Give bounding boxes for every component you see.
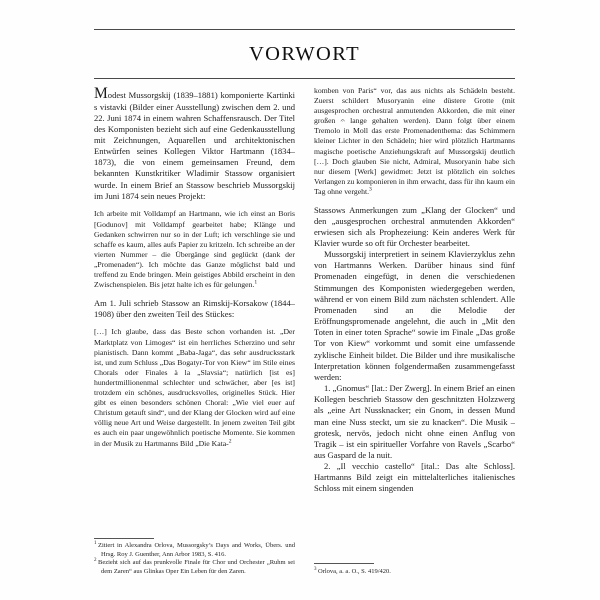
column-left-body (94, 86, 295, 535)
title-rule-bottom (94, 78, 515, 79)
footnote-separator-rule (94, 538, 154, 539)
footnote-separator-rule (314, 563, 374, 564)
blockquote-mussorgsky-letter (94, 209, 295, 290)
paragraph-stassow-prophecy: Stassows Anmerkungen zum „Klang der Glocken“ und den „ausgesprochen orchestral anmutenden Akkorden“ erwiesen sich als Prophezeiung: Kein anderes Werk für Klavier wurde so oft für Orchester bearbeitet. (314, 204, 515, 248)
column-right (314, 86, 515, 576)
footnotes-right (314, 560, 515, 576)
page-title: VORWORT (248, 43, 361, 65)
blockquote-continued (314, 86, 515, 197)
footnote-marker: 1 (94, 541, 97, 547)
footnote-ref-2[interactable]: 2 (228, 437, 232, 444)
footnote-item (314, 568, 515, 576)
column-left (94, 86, 295, 576)
paragraph-stassow-intro: Am 1. Juli schrieb Stassow an Rimskij-Korsakow (1844–1908) über den zweiten Teil des Stückes: (94, 297, 295, 319)
two-column-layout (94, 86, 515, 576)
footnote-text: Orlova, a. a. O., S. 419/420. (318, 567, 391, 575)
column-right-body (314, 86, 515, 560)
paragraph-movement-1-gnomus: 1. „Gnomus“ [lat.: Der Zwerg]. In einem Brief an einen Kollegen beschrieb Stassow den geschnitzten Holzzwerg als „eine Art Nussknacker; ein Gnom, in dessen Mund man eine Nuss steckt, um sie zu knacken“. Die Musik – grotesk, nervös, jedoch nicht ohne einen Anflug von Tragik – ist ein spiritueller Vorfahre von Ravels „Scarbo“ aus Gaspard de la nuit. (314, 383, 515, 460)
blockquote-text: Ich arbeite mit Volldampf an Hartmann, wie ich einst an Boris [Godunov] mit Volldampf gearbeitet habe; Klänge und Gedanken schwirren nur so in der Luft; ich verschlinge sie und schaffe es kaum, alles aufs Papier zu kritzeln. Ich schreibe an der vierten Nummer – die Übergänge sind geglückt (dank der „Promenaden“). Ich möchte das Ganze möglichst bald und treffend zu Ende bringen. Mein geistiges Abbild erscheint in den Zwischenspielen. Bis jetzt halte ich es für gelungen. (94, 209, 295, 290)
blockquote-text: […] Ich glaube, dass das Beste schon vorhanden ist. „Der Marktplatz von Limoges“ ist ein herrliches Scherzino und sehr pianistisch. Dann kommt „Baba-Jaga“, das sehr ausdrucksstark ist, und zum Schluss „Das Bogatyr-Tor von Kiew“ im Stile eines Chorals oder Finales à la „Slavsia“; natürlich [ist es] hundertmillionenmal schlechter und schwächer, aber [es ist] trotzdem ein schönes, ausdrucksvolles, originelles Stück. Hier gibt es einen besonders schönen Choral: „Wie viel euer auf Christum getauft sind“, und der Klang der Glocken wird auf eine völlig neue Art und Weise dargestellt. In jenem zweiten Teil gibt es auch ein paar ungewöhnlich poetische Momente. Sie kommen in der Musik zu Hartmanns Bild „Die Kata- (94, 327, 295, 448)
footnote-marker: 2 (94, 558, 97, 564)
footnote-text: Bezieht sich auf das prunkvolle Finale für Chor und Orchester „Ruhm sei dem Zaren“ aus Glinkas Oper Ein Leben für den Zaren. (98, 559, 295, 575)
blockquote-text: komben von Paris“ vor, das aus nichts als Schädeln besteht. Zuerst schildert Musoryanin eine düstere Grotte (mit ausgesprochen orchestral anmutenden Akkorden, die mit einer großen 𝄐 lange gehalten werden). Dann folgt über einem Tremolo in Moll das erste Promenadenthema: das Schimmern kleiner Lichter in den Schädeln; hier wird plötzlich Hartmanns magische poetische Anziehungskraft auf Mussorgskij deutlich […]. Doch glauben Sie nicht, Admiral, Musoryanin habe sich nur diesem [Werk] gewidmet: Jetzt ist plötzlich ein solches Verlangen zu komponieren in ihm erwacht, dass für ihn kaum ein Tag ohne vergeht. (314, 86, 515, 196)
paragraph-cycle-description: Mussorgskij interpretiert in seinem Klavierzyklus zehn von Hartmanns Werken. Darüber hinaus sind fünf Promenaden eingefügt, in denen die verschiedenen Stimmungen des Komponisten wiedergegeben werden, während er von einem Bild zum nächsten schlendert. Alle Promenaden sind an die Melodie der Eröffnungspromenade angelehnt, die auch in „Mit den Toten in einer toten Sprache“ sowie im Finale „Das große Tor von Kiew“ vorkommt und somit eine umfassende zyklische Einheit bildet. Die Bilder und ihre musikalische Interpretation können folgendermaßen zusammengefasst werden: (314, 249, 515, 382)
footnote-text: Zitiert in Alexandra Orlova, Mussorgsky’s Days and Works, Übers. und Hrsg. Roy J. Guenther, Ann Arbor 1983, S. 416. (98, 542, 295, 558)
paragraph-opening: Modest Mussorgskij (1839–1881) komponierte Kartinki s vistavki (Bilder einer Ausstellung) zwischen dem 2. und 22. Juni 1874 in einem wahren Schaffensrausch. Der Titel des Komponisten bezieht sich auf eine Gedenkausstellung mit Zeichnungen, Aquarellen und architektonischen Entwürfen seines Kollegen Viktor Hartmann (1834–1873), die von einem gemeinsamen Freund, dem bekannten Kunstkritiker Wladimir Stassow organisiert wurde. In einem Brief an Stassow beschrieb Mussorgskij im Juni 1874 sein neues Projekt: (94, 86, 295, 201)
footnote-ref-3[interactable]: 3 (369, 186, 372, 193)
footnote-item (94, 542, 295, 559)
footnote-ref-1[interactable]: 1 (254, 279, 258, 286)
footnote-item (94, 559, 295, 576)
title-block (94, 0, 515, 79)
footnotes-left (94, 535, 295, 576)
blockquote-stassow-letter (94, 327, 295, 448)
paragraph-movement-2-il-vecchio-castello: 2. „Il vecchio castello“ [ital.: Das alte Schloss]. Hartmanns Bild zeigt ein mittelalterliches italienisches Schloss mit einem singenden (314, 461, 515, 494)
footnote-marker: 3 (314, 566, 317, 572)
